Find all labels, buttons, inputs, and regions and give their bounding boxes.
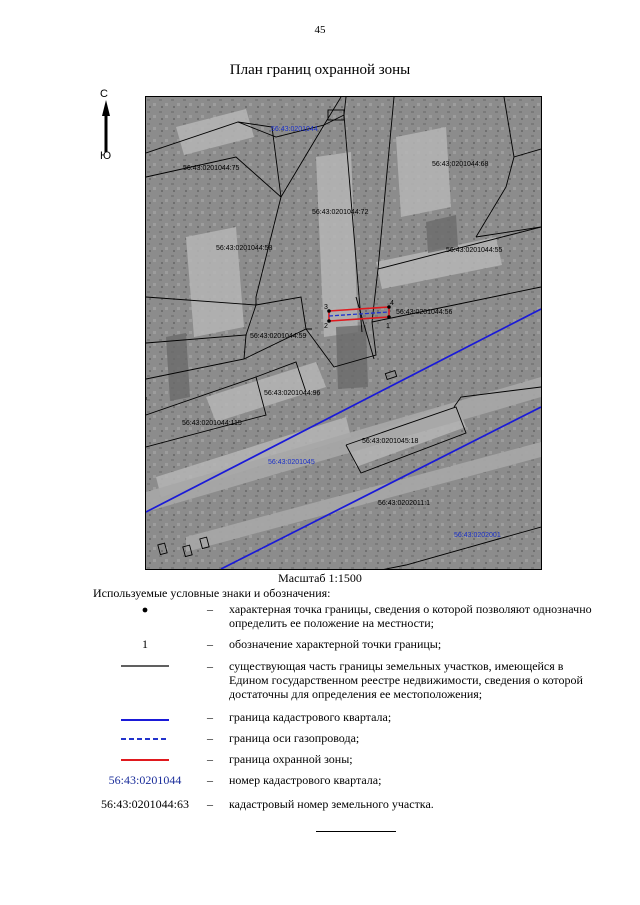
point-label-2: 2 <box>324 323 328 330</box>
map-canvas <box>146 97 541 569</box>
legend-text: номер кадастрового квартала; <box>229 773 382 787</box>
parcel-label-72: 56:43:0201044:72 <box>312 209 369 216</box>
legend-symbol-parcel-number: 56:43:0201044:63 <box>100 797 189 811</box>
north-arrow <box>96 88 118 168</box>
legend-symbol-black-line <box>85 659 205 676</box>
parcel-label-75: 56:43:0201044:75 <box>183 165 240 172</box>
legend-text: граница оси газопровода; <box>229 731 360 745</box>
parcel-label-59: 56:43:0201044:59 <box>250 333 307 340</box>
legend-text: граница кадастрового квартала; <box>229 710 392 724</box>
south-label: Ю <box>100 150 112 162</box>
parcel-label-55: 56:43:0201044:55 <box>446 247 503 254</box>
legend-symbol-dashed-blue-line <box>85 731 205 748</box>
footer-divider <box>316 831 396 832</box>
legend-dash: – <box>207 710 213 724</box>
parcel-label-56: 56:43:0201044:56 <box>396 309 453 316</box>
point-label-4: 4 <box>390 300 394 307</box>
scale-label: Масштаб 1:1500 <box>278 571 362 585</box>
legend-text: существующая часть границы земельных участков, имеющейся в Едином государственном реестре недвижимости, сведения о которой достаточны для определения ее местоположения; <box>229 659 583 701</box>
parcel-label-115: 56:43:0201044:115 <box>182 420 242 427</box>
north-label: С <box>100 88 108 100</box>
point-1-marker <box>387 315 391 319</box>
legend-symbol-blue-line <box>85 710 205 727</box>
parcel-label-96: 56:43:0201044:96 <box>264 390 321 397</box>
legend-dash: – <box>207 637 213 651</box>
parcel-label-18: 56:43:0201045:18 <box>362 438 419 445</box>
plan-title: План границ охранной зоны <box>229 62 411 78</box>
map-view <box>145 96 542 570</box>
legend-symbol-number: 1 <box>142 637 148 651</box>
parcel-label-58: 56:43:0201044:58 <box>216 245 273 252</box>
page-number: 45 <box>314 24 326 36</box>
quarter-label-0201045: 56:43:0201045 <box>268 459 315 466</box>
point-label-1: 1 <box>386 323 390 330</box>
legend-dash: – <box>207 752 213 766</box>
legend-text: характерная точка границы, сведения о которой позволяют однозначно определить ее положение на местности; <box>229 602 592 630</box>
quarter-label-0201044: 56:43:0201044 <box>271 126 318 133</box>
legend-dash: – <box>207 602 213 616</box>
legend-dash: – <box>207 659 213 673</box>
legend-dash: – <box>207 731 213 745</box>
legend-symbol-red-line <box>85 752 205 769</box>
legend-dash: – <box>207 773 213 787</box>
legend-dash: – <box>207 797 213 811</box>
point-label-3: 3 <box>324 304 328 311</box>
legend-text: граница охранной зоны; <box>229 752 353 766</box>
quarter-label-0202001: 56:43:0202001 <box>454 532 501 539</box>
legend-title: Используемые условные знаки и обозначения: <box>93 586 331 600</box>
parcel-label-1: 56:43:0202011:1 <box>378 500 431 507</box>
legend-text: обозначение характерной точки границы; <box>229 637 442 651</box>
parcel-label-68: 56:43:0201044:68 <box>432 161 489 168</box>
legend-symbol-dot <box>85 602 205 619</box>
legend-text: кадастровый номер земельного участка. <box>229 797 434 811</box>
legend-symbol-quarter-number: 56:43:0201044 <box>108 773 182 787</box>
